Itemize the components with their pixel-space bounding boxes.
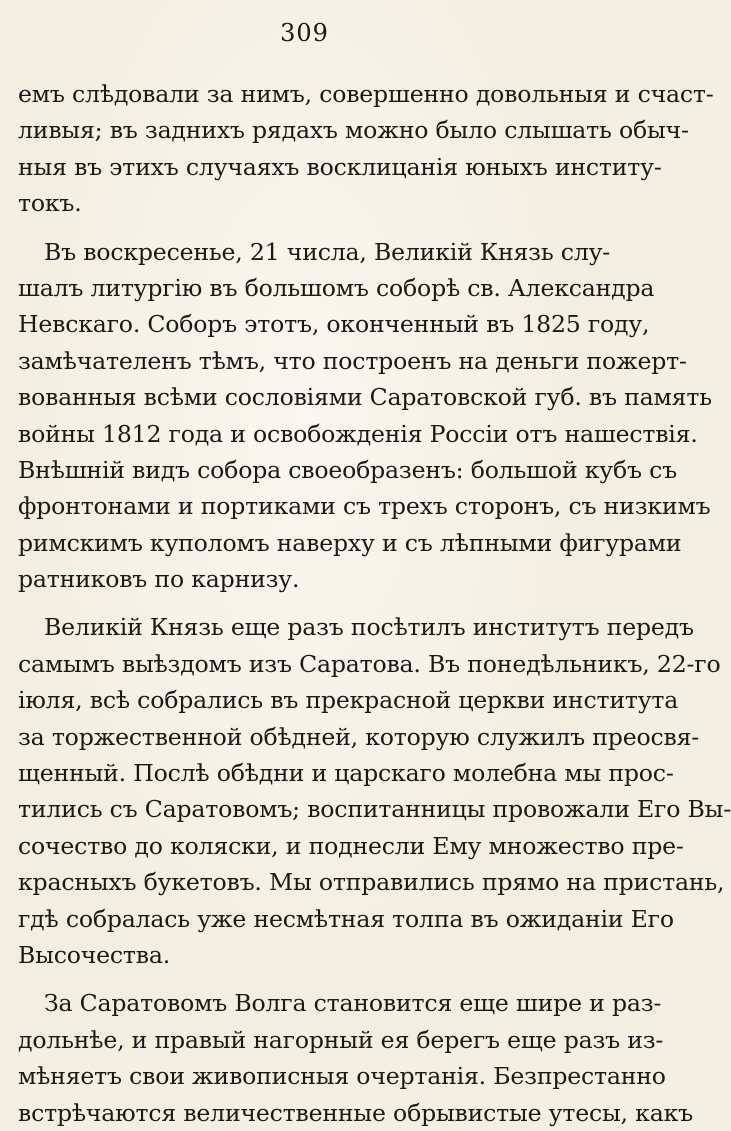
text-line: токъ. [18,189,82,218]
paragraph [18,609,731,973]
text-line: Невскаго. Соборъ этотъ, оконченный въ 1825 году, [18,310,650,339]
text-line: самымъ выѣздомъ изъ Саратова. Въ понедѣльникъ, 22-го [18,649,721,678]
text-line: встрѣчаются величественные обрывистые утесы, какъ [18,1098,693,1127]
text-line: іюля, всѣ собрались въ прекрасной церкви института [18,686,679,715]
paragraph [18,76,714,222]
text-line: Великій Князь еще разъ посѣтилъ институтъ передъ [44,613,694,642]
text-line: Въ воскресенье, 21 числа, Великій Князь слу- [44,237,611,266]
text-line: За Саратовомъ Волга становится еще шире и раз- [44,989,662,1018]
text-line: красныхъ букетовъ. Мы отправились прямо на пристань, [18,868,725,897]
text-line: мѣняетъ свои живописныя очертанія. Безпрестанно [18,1062,666,1091]
text-line: сочество до коляски, и поднесли Ему множество пре- [18,831,684,860]
text-line: вованныя всѣми сословіями Саратовской губ. въ память [18,383,712,412]
paragraph [18,234,712,598]
text-line: щенный. Послѣ обѣдни и царскаго молебна мы прос- [18,759,674,788]
paragraph [18,985,693,1131]
text-line: за торжественной обѣдней, которую служилъ преосвя- [18,722,700,751]
text-line: дольнѣе, и правый нагорный ея берегъ еще разъ из- [18,1025,664,1054]
text-line: замѣчателенъ тѣмъ, что построенъ на деньги пожерт- [18,346,687,375]
text-line: емъ слѣдовали за нимъ, совершенно довольныя и счаст- [18,80,714,108]
text-line: фронтонами и портиками съ трехъ сторонъ, съ низкимъ [18,492,711,521]
text-line: тились съ Саратовомъ; воспитанницы провожали Его Вы- [18,795,731,824]
text-line: шалъ литургію въ большомъ соборѣ св. Александра [18,273,655,302]
text-line: гдѣ собралась уже несмѣтная толпа въ ожиданіи Его [18,904,674,933]
text-body [18,76,731,1131]
text-line: ратниковъ по карнизу. [18,565,300,594]
text-line: Высочества. [18,940,171,969]
text-line: ливыя; въ заднихъ рядахъ можно было слышать обыч- [18,116,689,145]
text-line: ныя въ этихъ случаяхъ восклицанія юныхъ институ- [18,152,662,181]
text-line: войны 1812 года и освобожденія Россіи отъ нашествія. [18,419,698,448]
page-number: 309 [280,19,329,47]
text-line: Внѣшній видъ собора своеобразенъ: большой кубъ съ [18,455,677,484]
text-line: римскимъ куполомъ наверху и съ лѣпными фигурами [18,528,682,557]
